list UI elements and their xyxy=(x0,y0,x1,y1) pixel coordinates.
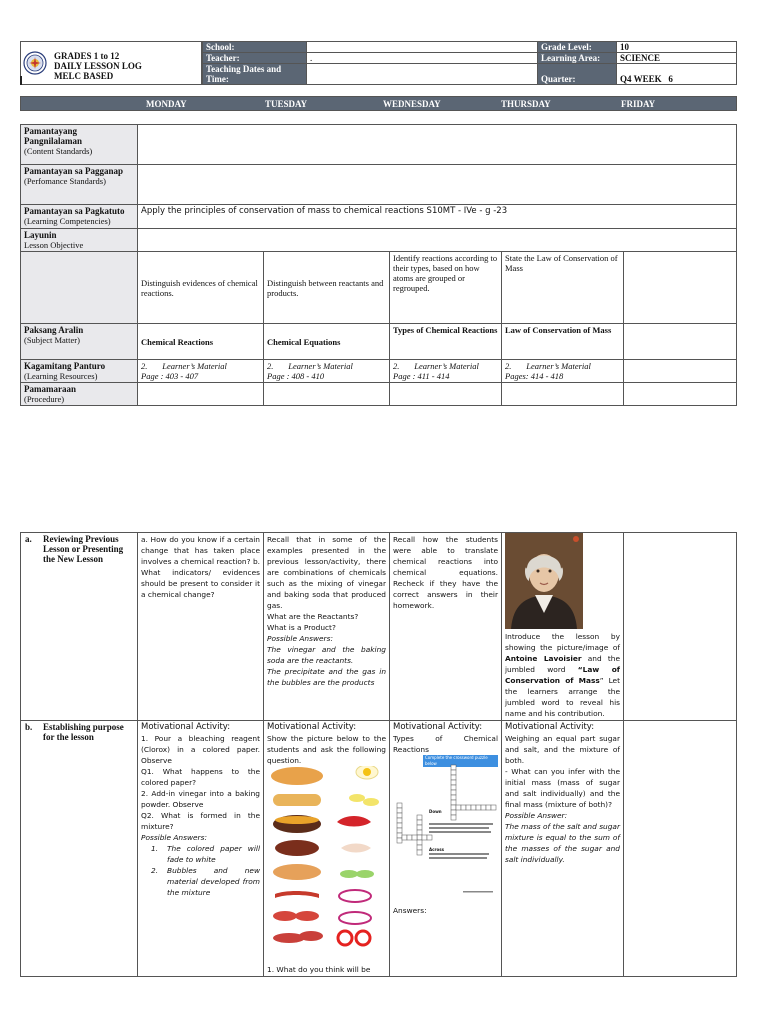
subject-monday: Chemical Reactions xyxy=(138,324,264,360)
teacher-label: Teacher: xyxy=(203,53,307,64)
school-value xyxy=(307,42,538,53)
objective-monday: Distinguish evidences of chemical reactions. xyxy=(138,252,264,324)
subject-tuesday: Chemical Equations xyxy=(264,324,390,360)
title-line-2: DAILY LESSON LOG xyxy=(54,61,142,71)
objective-friday xyxy=(624,252,737,324)
performance-standards-label: Pamantayan sa Pagganap (Perfomance Standards) xyxy=(21,165,138,205)
day-tuesday: TUESDAY xyxy=(265,99,308,109)
header-block xyxy=(20,41,737,85)
content-standards-label: Pamantayang Pangnilalaman (Content Standards) xyxy=(21,125,138,165)
step-a-wednesday: Recall how the students were able to translate chemical reactions into chemical equations. Recheck if they have the correct answers in their homework. xyxy=(390,533,502,721)
procedure-tuesday xyxy=(264,383,390,406)
objective-label: Layunin Lesson Objective xyxy=(21,229,138,252)
dates-value xyxy=(307,64,538,85)
objective-wednesday: Identify reactions according to their types, based on how atoms are grouped or regrouped. xyxy=(390,252,502,324)
area-value: SCIENCE xyxy=(617,53,737,64)
day-monday: MONDAY xyxy=(146,99,187,109)
performance-standards-value xyxy=(138,165,737,205)
step-b-friday xyxy=(624,721,737,977)
procedure-monday xyxy=(138,383,264,406)
burger-ingredients-image xyxy=(267,766,386,964)
step-b-monday: Motivational Activity: 1. Pour a bleaching reagent (Clorox) in a colored paper. Observe Q1. What happens to the colored paper? 2. Add-in vinegar into a baking powder. Observe Q2. What is formed in the mixture? Possible Answers: 1. The colored paper will fade to white 2. Bubbles and new material developed from the mixture xyxy=(138,721,264,977)
school-label: School: xyxy=(203,42,307,53)
step-b-tuesday: Motivational Activity: Show the picture below to the students and ask the following question. 1. What do you think will be xyxy=(264,721,390,977)
step-a-monday: a. How do you know if a certain change that has taken place involves a chemical reaction? b. What indicators/ evidences should be present to consider it a chemical change? xyxy=(138,533,264,721)
title-line-3: MELC BASED xyxy=(54,71,114,81)
objective-thursday: State the Law of Conservation of Mass xyxy=(502,252,624,324)
resources-friday xyxy=(624,360,737,383)
step-a-tuesday: Recall that in some of the examples presented in the previous lesson/activity, there are combinations of chemicals such as the mixing of vinegar and baking soda that produced gas. What are the Reactants? What is a Product? Possible Answers: The vinegar and the baking soda are the reactants. The precipitate and the gas in the bubbles are the products xyxy=(264,533,390,721)
crossword-title: Complete the crossword puzzle below xyxy=(423,755,498,767)
lavoisier-portrait xyxy=(505,533,583,629)
dates-label: Teaching Dates and Time: xyxy=(203,64,307,85)
day-thursday: THURSDAY xyxy=(501,99,551,109)
procedure-thursday xyxy=(502,383,624,406)
procedure-wednesday xyxy=(390,383,502,406)
resources-wednesday: 2. Learner’s Material Page : 411 - 414 xyxy=(390,360,502,383)
resources-monday: 2. Learner’s Material Page : 403 - 407 xyxy=(138,360,264,383)
subject-friday xyxy=(624,324,737,360)
resources-thursday: 2. Learner’s Material Pages: 414 - 418 xyxy=(502,360,624,383)
header-table xyxy=(202,41,737,85)
step-a-title: Reviewing Previous Lesson or Presenting the New Lesson xyxy=(43,534,124,564)
subject-label: Paksang Aralin (Subject Matter) xyxy=(21,324,138,360)
quarter-label: Quarter: xyxy=(538,64,617,85)
step-b-title: Establishing purpose for the lesson xyxy=(43,722,124,742)
grade-label: Grade Level: xyxy=(538,42,617,53)
title-area xyxy=(20,41,202,85)
procedure-friday xyxy=(624,383,737,406)
objective-tuesday: Distinguish between reactants and products. xyxy=(264,252,390,324)
step-a-thursday: Introduce the lesson by showing the picture/image of Antoine Lavoisier and the jumbled word “Law of Conservation of Mass” Let the learners arrange the jumbled word to reveal his name and his contribution. xyxy=(502,533,624,721)
day-wednesday: WEDNESDAY xyxy=(383,99,441,109)
title-line-1: GRADES 1 to 12 xyxy=(54,51,120,61)
step-a-label: a. Reviewing Previous Lesson or Presenting the New Lesson xyxy=(21,533,138,721)
area-label: Learning Area: xyxy=(538,53,617,64)
days-bar xyxy=(20,96,737,111)
competencies-label: Pamantayan sa Pagkatuto (Learning Competencies) xyxy=(21,205,138,229)
step-b-thursday: Motivational Activity: Weighing an equal part sugar and salt, and the mixture of both. - What can you infer with the initial mass (mass of sugar and salt individually) and the final mass (mixture of both)? Possible Answer: The mass of the salt and sugar mixture is equal to the sum of the masses of the sugar and salt individually. xyxy=(502,721,624,977)
day-friday: FRIDAY xyxy=(621,99,656,109)
crossword-down-label: Down xyxy=(429,809,442,814)
resources-label: Kagamitang Panturo (Learning Resources) xyxy=(21,360,138,383)
left-marker xyxy=(20,76,22,85)
competencies-value: Apply the principles of conservation of mass to chemical reactions S10MT - IVe - g -23 xyxy=(138,205,737,229)
step-a-friday xyxy=(624,533,737,721)
teacher-value: . xyxy=(307,53,538,64)
crossword-puzzle xyxy=(393,755,498,905)
objective-value xyxy=(138,229,737,252)
step-b-label: b. Establishing purpose for the lesson xyxy=(21,721,138,977)
lesson-table xyxy=(20,124,737,406)
content-standards-value xyxy=(138,125,737,165)
objectives-label-blank xyxy=(21,252,138,324)
procedure-table xyxy=(20,532,737,977)
step-b-wednesday: Motivational Activity: Types of Chemical Reactions Complete the crossword puzzle below Down Across Answers: xyxy=(390,721,502,977)
deped-seal-icon xyxy=(23,51,47,75)
quarter-value: Q4 WEEK 6 xyxy=(617,64,737,85)
crossword-across-label: Across xyxy=(429,847,444,852)
grade-value: 10 xyxy=(617,42,737,53)
subject-thursday: Law of Conservation of Mass xyxy=(502,324,624,360)
resources-tuesday: 2. Learner’s Material Page : 408 - 410 xyxy=(264,360,390,383)
procedure-label: Pamamaraan (Procedure) xyxy=(21,383,138,406)
subject-wednesday: Types of Chemical Reactions xyxy=(390,324,502,360)
title-lines xyxy=(54,51,142,81)
